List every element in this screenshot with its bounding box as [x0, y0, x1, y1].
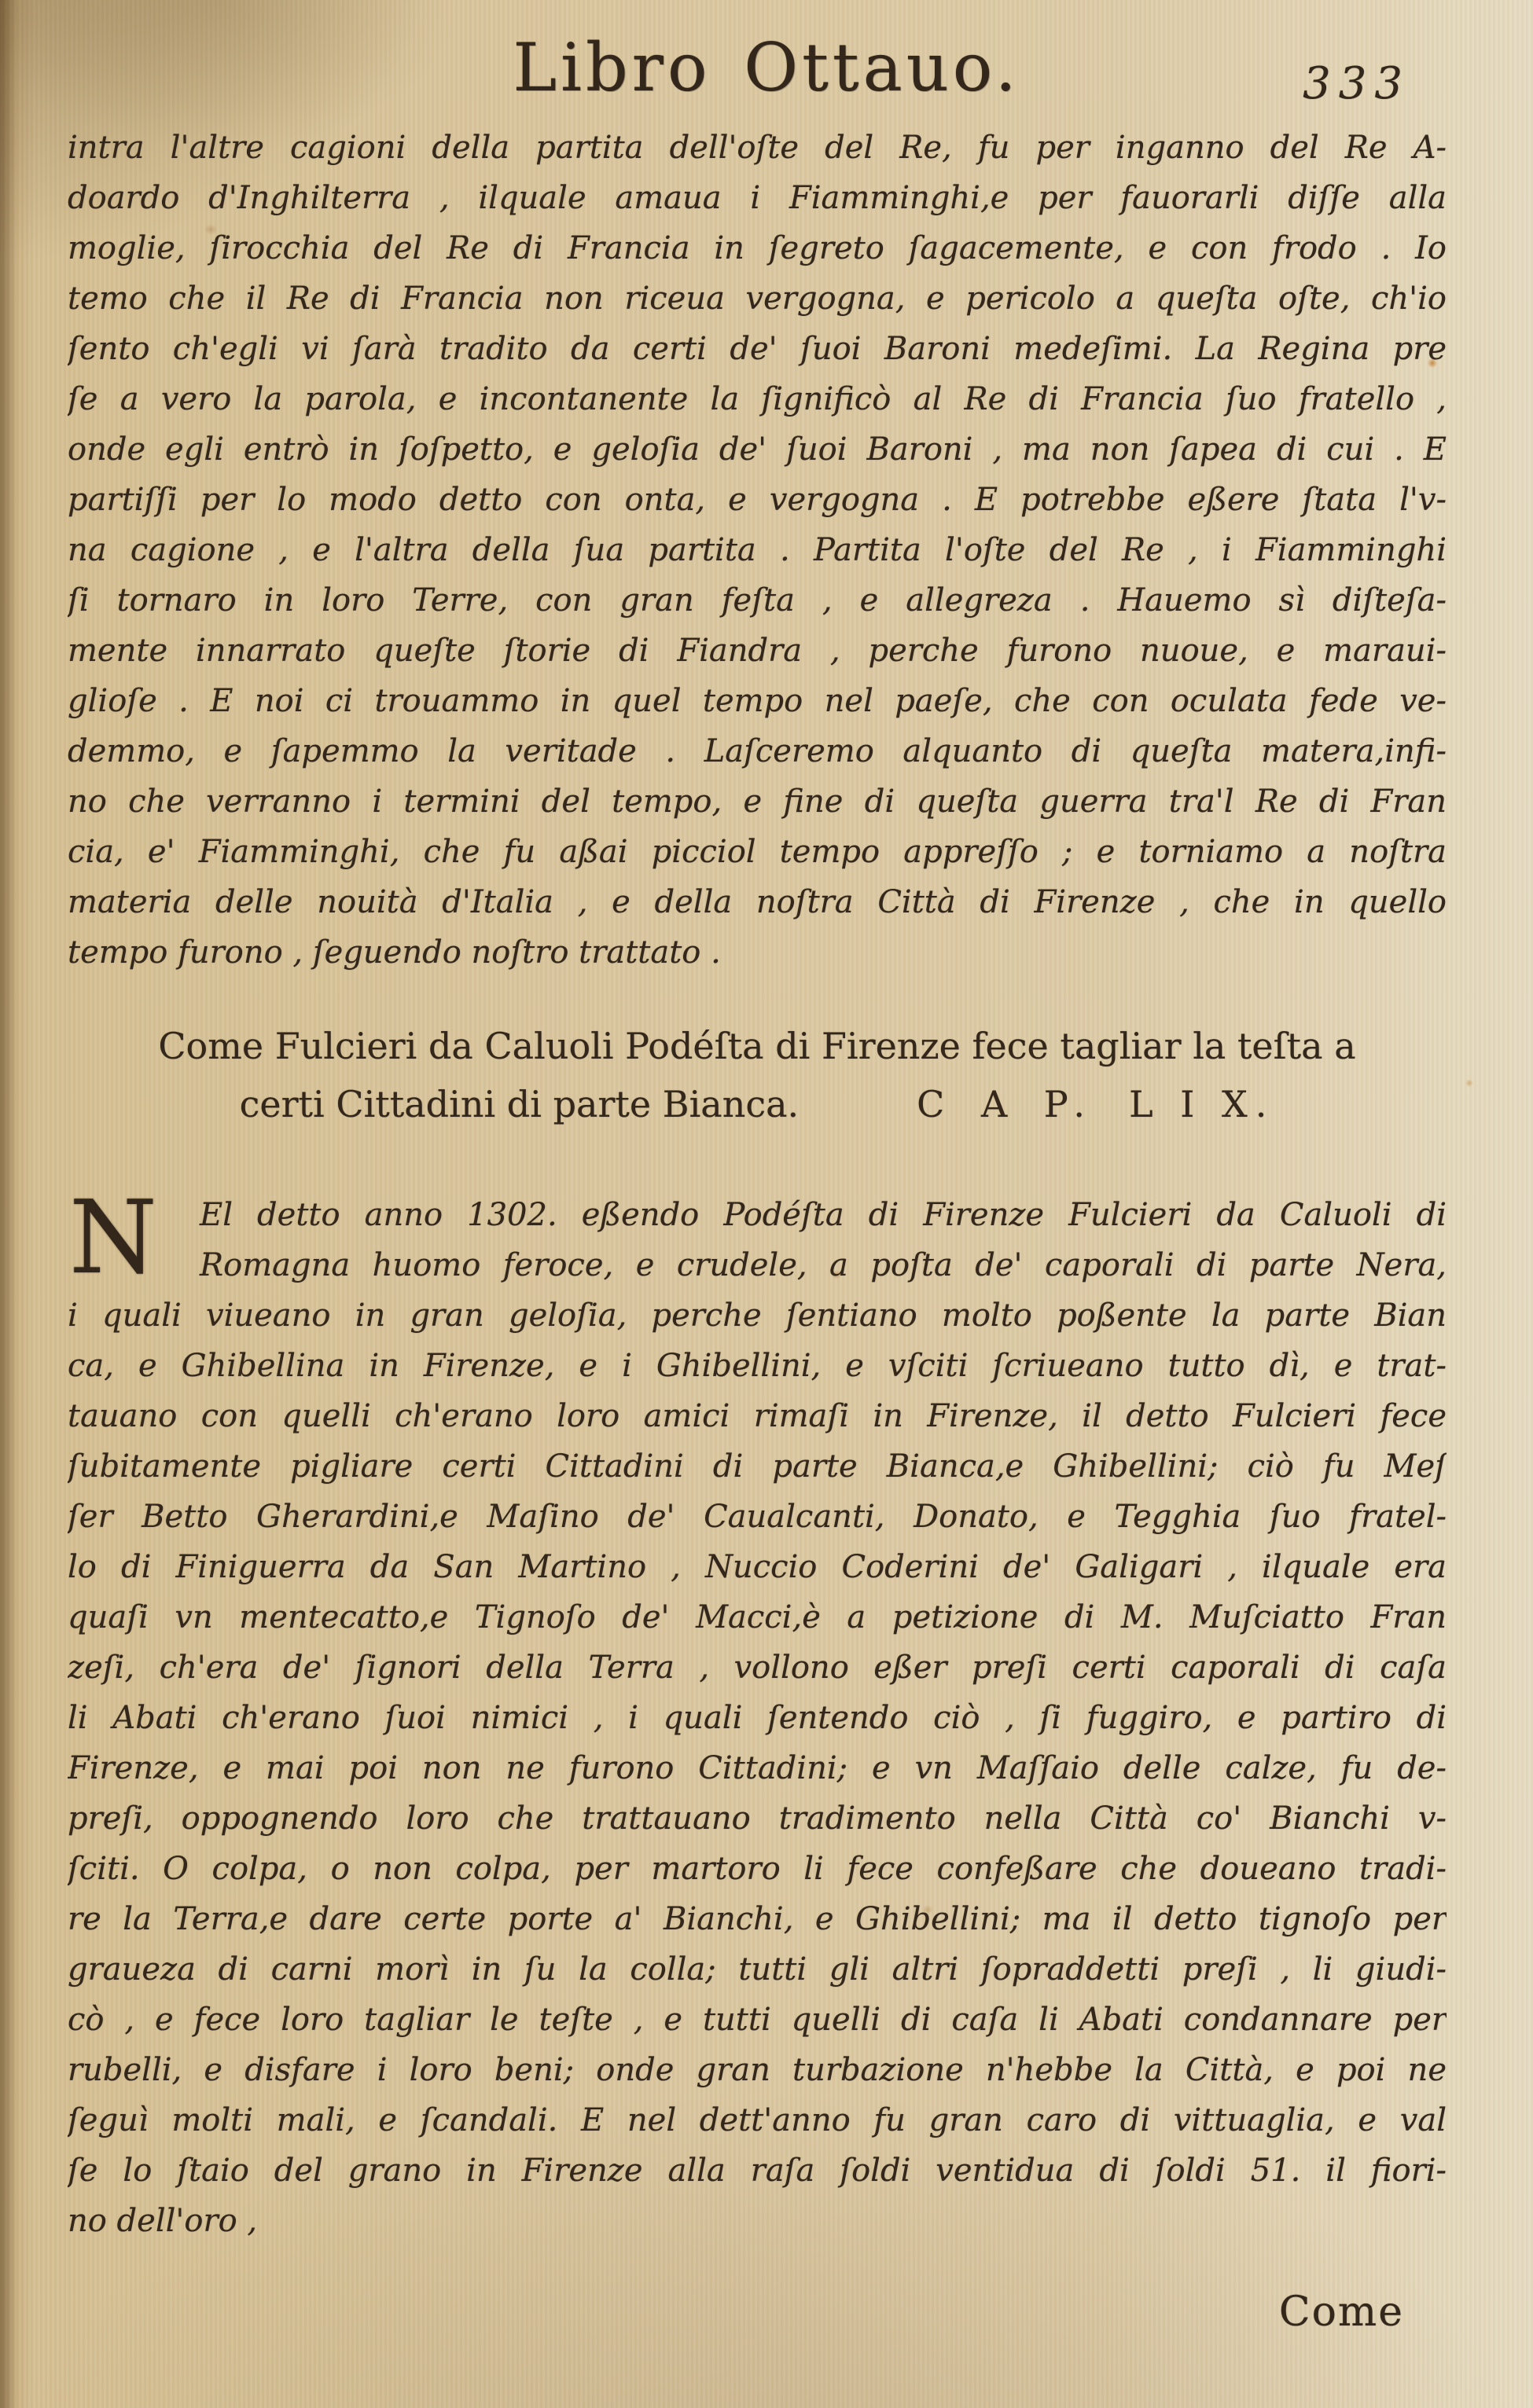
text-line: no che verranno i termini del tempo, e fine di queſta guerra tra'l Re di Fran [68, 784, 1447, 820]
text-block [68, 123, 1447, 2246]
text-line: moglie, ſirocchia del Re di Francia in ſegreto ſagacemente, e con frodo . Io [68, 230, 1447, 266]
text-line: Firenze, e mai poi non ne furono Cittadini; e vn Maſſaio delle calze, fu de- [68, 1750, 1447, 1786]
page-number: 333 [1303, 58, 1410, 109]
text-line: na cagione , e l'altra della ſua partita . Partita l'oſte del Re , i Fiamminghi [68, 532, 1447, 568]
text-line: ſer Betto Gherardini,e Maſino de' Caualcanti, Donato, e Tegghia ſuo fratel- [68, 1499, 1447, 1535]
catchword: Come [1278, 2289, 1404, 2336]
chapter-heading-subject: certi Cittadini di parte Bianca. [239, 1083, 800, 1125]
text-line: ſi tornaro in loro Terre, con gran feſta , e allegreza . Hauemo sì diſteſa- [68, 582, 1447, 619]
text-line: i quali viueano in gran geloſia, perche ſentiano molto poßente la parte Bian [68, 1298, 1447, 1334]
text-line: cò , e fece loro tagliar le teſte , e tutti quelli di caſa li Abati condannare per [68, 2002, 1447, 2038]
running-title: Libro Ottauo. [513, 29, 1020, 106]
text-line: quaſi vn mentecatto,e Tignoſo de' Macci,è a petizione di M. Muſciatto Fran [68, 1599, 1447, 1635]
text-line: intra l'altre cagioni della partita dell'oſte del Re, fu per inganno del Re A- [68, 130, 1447, 166]
text-line: onde egli entrò in ſoſpetto, e geloſia de' ſuoi Baroni , ma non ſapea di cui . E [68, 431, 1447, 468]
drop-cap-initial: N [69, 1180, 157, 1297]
text-line: zeſi, ch'era de' ſignori della Terra , vollono eßer preſi certi caporali di caſa [68, 1650, 1447, 1686]
text-line: demmo, e ſapemmo la veritade . Laſceremo alquanto di queſta matera,infi- [68, 733, 1447, 769]
text-line: glioſe . E noi ci trouammo in quel tempo nel paeſe, che con oculata fede ve- [68, 683, 1447, 719]
text-line: tauano con quelli ch'erano loro amici rimaſi in Firenze, il detto Fulcieri fece [68, 1398, 1447, 1434]
text-line: ſubitamente pigliare certi Cittadini di parte Bianca,e Ghibellini; ciò fu Meſ [68, 1448, 1447, 1485]
text-line: partiſſi per lo modo detto con onta, e vergogna . E potrebbe eßere ſtata l'v- [68, 482, 1447, 518]
text-line: cia, e' Fiamminghi, che fu aßai picciol tempo appreſſo ; e torniamo a noſtra [68, 834, 1447, 870]
paragraph-2 [68, 1180, 1447, 2246]
text-line: re la Terra,e dare certe porte a' Bianchi, e Ghibellini; ma il detto tignoſo per [68, 1901, 1447, 1937]
text-line: rubelli, e disfare i loro beni; onde gran turbazione n'hebbe la Città, e poi ne [68, 2052, 1447, 2088]
text-line: graueza di carni morì in ſu la colla; tutti gli altri ſopraddetti preſi , li giudi- [68, 1951, 1447, 1988]
text-line: mente innarrato queſte ſtorie di Fiandra , perche furono nuoue, e maraui- [68, 633, 1447, 669]
chapter-cap-label: C A P. [917, 1083, 1098, 1125]
chapter-heading [68, 1017, 1447, 1133]
text-line: preſi, oppognendo loro che trattauano tradimento nella Città co' Bianchi v- [68, 1800, 1447, 1837]
paragraph-1 [68, 123, 1447, 978]
text-line: ca, e Ghibellina in Firenze, e i Ghibellini, e vſciti ſcriueano tutto dì, e trat- [68, 1348, 1447, 1384]
text-line: El detto anno 1302. eßendo Podéſta di Firenze Fulcieri da Caluoli di [200, 1197, 1447, 1233]
text-line: ſe a vero la parola, e incontanente la ſignificò al Re di Francia ſuo fratello , [68, 381, 1447, 417]
text-line: temo che il Re di Francia non riceua vergogna, e pericolo a queſta oſte, ch'io [68, 281, 1447, 317]
text-line: Romagna huomo feroce, e crudele, a poſta de' caporali di parte Nera, [200, 1247, 1447, 1283]
text-line: li Abati ch'erano ſuoi nimici , i quali ſentendo ciò , ſi fuggiro, e partiro di [68, 1700, 1447, 1736]
text-line: no dell'oro , [68, 2203, 258, 2239]
chapter-heading-line2 [68, 1075, 1447, 1133]
text-line: ſciti. O colpa, o non colpa, per martoro li fece confeßare che doueano tradi- [68, 1851, 1447, 1887]
text-line: materia delle nouità d'Italia , e della noſtra Città di Firenze , che in quello [68, 884, 1447, 920]
gutter-shadow [0, 0, 17, 2408]
text-line: tempo furono , ſeguendo noſtro trattato . [68, 934, 721, 971]
text-line: lo di Finiguerra da San Martino , Nuccio Coderini de' Galigari , ilquale era [68, 1549, 1447, 1585]
text-line: ſeguì molti mali, e ſcandali. E nel dett'anno fu gran caro di vittuaglia, e val [68, 2102, 1447, 2138]
text-line: ſe lo ſtaio del grano in Firenze alla raſa ſoldi ventidua di ſoldi 51. il fiori- [68, 2153, 1447, 2189]
text-line: ſento ch'egli vi ſarà tradito da certi de' ſuoi Baroni medeſimi. La Regina pre [68, 331, 1447, 367]
chapter-heading-line1: Come Fulcieri da Caluoli Podéſta di Firenze fece tagliar la teſta a [158, 1025, 1356, 1067]
text-line: doardo d'Inghilterra , ilquale amaua i Fiamminghi,e per fauorarli diſſe alla [68, 180, 1447, 216]
chapter-cap-numeral: L I X. [1129, 1083, 1275, 1125]
